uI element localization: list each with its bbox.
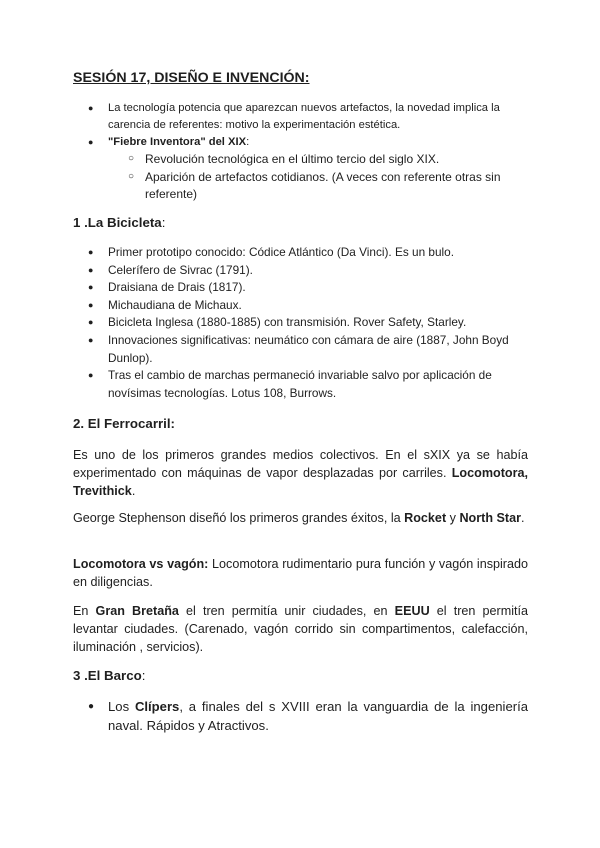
list-item: ● Michaudiana de Michaux.: [73, 297, 528, 315]
bullet-icon: ●: [88, 137, 94, 147]
list-item: ● Tras el cambio de marchas permaneció invariable salvo por aplicación de novísimas tecnologías. Lotus 108, Burrows.: [88, 368, 492, 400]
list-item: ● La tecnología potencia que aparezcan nuevos artefactos, la novedad implica la carencia de referentes: motivo la experimentación estética.: [88, 102, 500, 131]
circle-bullet-icon: ○: [128, 170, 135, 182]
bullet-icon: ●: [88, 370, 94, 381]
bullet-icon: ●: [88, 264, 94, 275]
intro-list: [73, 100, 528, 204]
bullet-icon: ●: [88, 334, 94, 345]
list-item: ● Innovaciones significativas: neumático con cámara de aire (1887, John Boyd Dunlop).: [88, 332, 509, 365]
bullet-icon: ●: [88, 247, 94, 257]
list-item: ● Draisiana de Drais (1817).: [73, 279, 528, 297]
list-item: ● Bicicleta Inglesa (1880-1885) con transmisión. Rover Safety, Starley.: [73, 314, 528, 332]
ferrocarril-paragraph-3: Locomotora vs vagón: Locomotora rudimentario pura función y vagón inspirado en diligencias.: [73, 557, 528, 590]
sub-list-item: ○ Aparición de artefactos cotidianos. (A veces con referente otras sin referente): [128, 169, 501, 201]
sub-list-item: ○ Revolución tecnológica en el último tercio del siglo XIX.: [128, 152, 440, 166]
ferrocarril-paragraph-1: Es uno de los primeros grandes medios colectivos. En el sXIX ya se había experimentado con máquinas de vapor desplazadas por carriles. Locomotora, Trevithick.: [73, 448, 528, 499]
bullet-icon: ●: [88, 317, 94, 328]
ferrocarril-paragraph-2: George Stephenson diseñó los primeros grandes éxitos, la Rocket y North Star.: [73, 511, 525, 525]
list-item: ● Primer prototipo conocido: Códice Atlántico (Da Vinci). Es un bulo.: [73, 244, 528, 262]
list-item: ● Los Clípers, a finales del s XVIII eran la vanguardia de la ingeniería naval. Rápidos y Atractivos.: [88, 699, 529, 734]
section-heading-barco: 3 .El Barco:: [73, 668, 146, 683]
barco-list: [73, 697, 528, 735]
bullet-icon: ●: [88, 701, 95, 712]
bullet-icon: ●: [88, 282, 94, 293]
bullet-icon: ●: [88, 299, 94, 310]
list-item: ● Celerífero de Sivrac (1791).: [73, 262, 528, 280]
page-title: SESIÓN 17, DISEÑO E INVENCIÓN:: [73, 70, 310, 86]
ferrocarril-paragraph-4: En Gran Bretaña el tren permitía unir ciudades, en EEUU el tren permitía levantar ciudades. (Carenado, vagón corrido sin compartimentos, calefacción, iluminación , servicios).: [73, 604, 529, 655]
bullet-icon: ●: [88, 103, 94, 113]
circle-bullet-icon: ○: [128, 153, 135, 164]
bicicleta-list: [73, 244, 528, 402]
list-item: ● "Fiebre Inventora" del XIX:: [73, 134, 528, 151]
section-heading-ferrocarril: 2. El Ferrocarril:: [73, 416, 175, 431]
section-heading-bicicleta: 1 .La Bicicleta:: [73, 215, 166, 230]
